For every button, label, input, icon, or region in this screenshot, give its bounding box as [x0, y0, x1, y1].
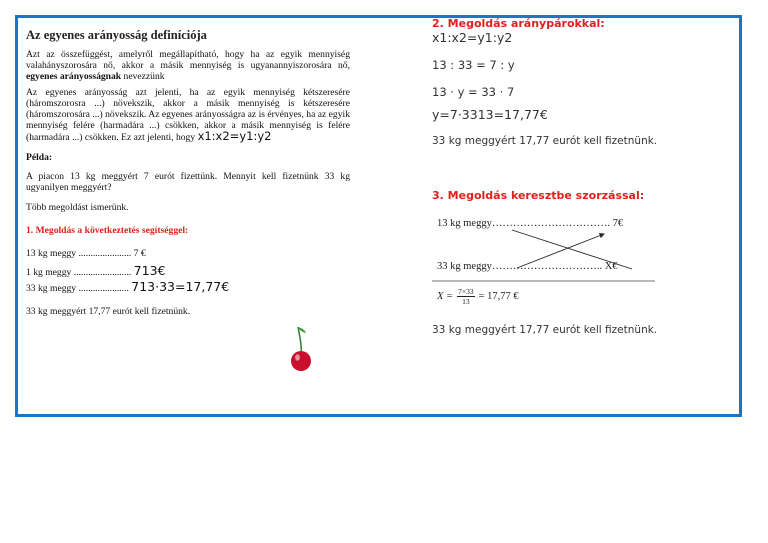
method1-line-1: 13 kg meggy ...................... 7 € [26, 248, 146, 259]
method1-line-3 [26, 281, 350, 294]
definition-title: Az egyenes arányosság definíciója [26, 28, 207, 42]
method1-line-2 [26, 265, 350, 278]
fraction-numerator: 7×33 [458, 287, 474, 296]
definition-text-end: nevezzünk [121, 71, 165, 82]
method3-title: 3. Megoldás keresztbe szorzással: [432, 189, 645, 202]
line2-label: 1 kg meggy ........................ [26, 267, 134, 278]
explanation-text: Az egyenes arányosság azt jelenti, ha az egyik mennyiség kétszeresére (háromszorosra ...) növekszik, akkor a másik mennyiség is kétszeresére (háromszorosára ...) növekszik. Az egyenes arányosságra az is érvényes, ha az egyik mennyiség felére (harmadára ...) csökken, akkor a másik mennyiség is felére (harmadára ...) csökken. Ez azt jelenti, hogy [26, 87, 350, 143]
method2-ratio: 13 : 33 = 7 : y [432, 58, 515, 72]
problem-text: A piacon 13 kg meggyért 7 eurót fizettünk. Mennyit kell fizetnünk 33 kg ugyanilyen meggyért? [26, 171, 350, 193]
line2-value: 713€ [133, 263, 166, 278]
method2-solution: y=7·3313=17,77€ [432, 107, 548, 122]
cross-row-2: 33 kg meggy………………………….. X€ [437, 261, 618, 272]
definition-term: egyenes arányosságnak [26, 71, 122, 82]
line3-value: 713·33=17,77€ [131, 279, 230, 294]
method1-title: 1. Megoldás a következtetés segítséggel: [26, 225, 189, 236]
x-label: X = [437, 291, 454, 302]
cross-multiplication-diagram [432, 213, 662, 313]
method2-title: 2. Megoldás aránypárokkal: [432, 17, 605, 30]
cherry-icon [290, 325, 314, 373]
x-result: = 17,77 € [478, 291, 519, 302]
definition-paragraph [26, 49, 350, 82]
example-label: Példa: [26, 152, 53, 163]
explanation-paragraph [26, 87, 350, 143]
method1-conclusion: 33 kg meggyért 17,77 eurót kell fizetnünk. [26, 306, 191, 317]
x-formula [437, 287, 519, 306]
fraction [457, 287, 474, 306]
method2-formula: x1:x2=y1:y2 [432, 30, 513, 45]
definition-text: Azt az összefüggést, amelyről megállapítható, hogy ha az egyik mennyiség valahányszorosára nő, akkor a másik mennyiség is ugyanannyiszorosára nő, [26, 49, 350, 71]
arrow-up [517, 234, 604, 268]
method3-conclusion: 33 kg meggyért 17,77 eurót kell fizetnünk. [432, 324, 658, 336]
proportion-formula: x1:x2=y1:y2 [197, 129, 272, 143]
methods-text: Több megoldást ismerünk. [26, 202, 129, 213]
fraction-denominator: 13 [462, 297, 470, 306]
left-column [26, 30, 350, 322]
right-column [432, 17, 732, 202]
line3-label: 33 kg meggy ..................... [26, 283, 132, 294]
cross-row-1: 13 kg meggy……………………………. 7€ [437, 218, 624, 229]
method2-product: 13 · y = 33 · 7 [432, 85, 515, 99]
method2-conclusion: 33 kg meggyért 17,77 eurót kell fizetnünk. [432, 135, 658, 147]
